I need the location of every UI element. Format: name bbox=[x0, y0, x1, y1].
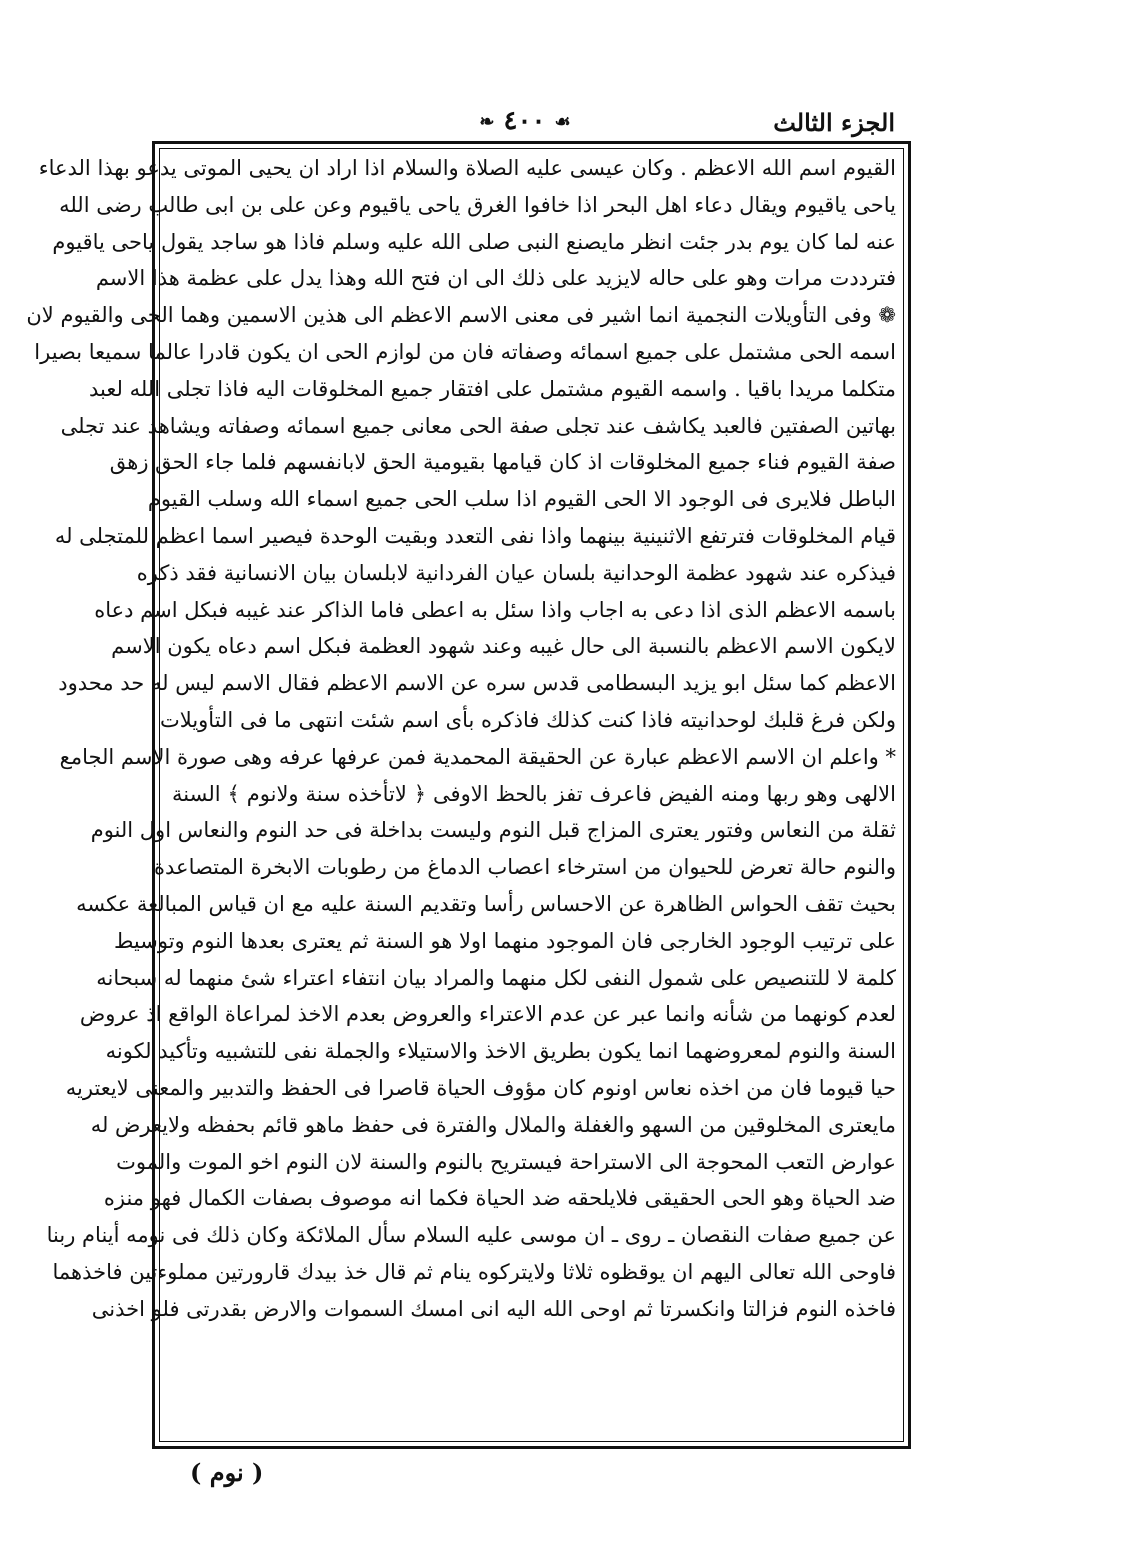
text-line: صفة القيوم فناء جميع المخلوقات اذ كان قيامها بقيومية الحق لابانفسهم فلما جاء الحق زهق bbox=[109, 450, 896, 475]
volume-label: الجزء الثالث bbox=[773, 108, 895, 137]
text-line: بهاتين الصفتين فالعبد يكاشف عند تجلى صفة الحى معانى جميع اسمائه وصفاته ويشاهد عند تجلى bbox=[60, 413, 896, 438]
text-line: لايكون الاسم الاعظم بالنسبة الى حال غيبه وعند شهود العظمة فبكل اسم دعاه يكون الاسم bbox=[111, 634, 896, 659]
text-line: ياحى ياقيوم ويقال دعاء اهل البحر اذا خافوا الغرق ياحى ياقيوم وعن على بن ابى طالب رضى الله bbox=[59, 192, 896, 217]
text-line: فيذكره عند شهود عظمة الوحدانية بلسان عيان الفردانية لابلسان بيان الانسانية فقد ذكره bbox=[136, 560, 896, 585]
ornament-right-icon: ☙ bbox=[554, 111, 571, 133]
text-line: فاخذه النوم فزالتا وانكسرتا ثم اوحى الله اليه انى امسك السموات والارض بقدرتى فلو اخذنى bbox=[91, 1296, 896, 1321]
text-line: ❁ وفى التأويلات النجمية انما اشير فى معنى الاسم الاعظم الى هذين الاسمين وهما الحى والقيوم لان bbox=[26, 303, 896, 328]
text-line: ضد الحياة وهو الحى الحقيقى فلايلحقه ضد الحياة فكما انه موصوف بصفات الكمال فهو منزه bbox=[103, 1186, 896, 1211]
main-text bbox=[26, 150, 896, 1440]
text-line: لعدم كونهما من شأنه وانما عبر عن عدم الاعتراء والعروض بعدم الاخذ لمراعاة الواقع اذ عروض bbox=[79, 1002, 896, 1027]
text-line: ولكن فرغ قلبك لوحدانيته فاذا كنت كذلك فاذكره بأى اسم شئت انتهى ما فى التأويلات bbox=[160, 707, 896, 732]
text-line: كلمة لا للتنصيص على شمول النفى لكل منهما والمراد بيان انتفاء اعتراء شئ منهما له سبحانه bbox=[96, 965, 896, 990]
text-line: فترددت مرات وهو على حاله لايزيد على ذلك الى ان فتح الله وهذا يدل على عظمة هذا الاسم bbox=[95, 266, 896, 291]
text-line: القيوم اسم الله الاعظم . وكان عيسى عليه الصلاة والسلام اذا اراد ان يحيى الموتى يدعو بهذا الدعاء bbox=[38, 156, 896, 180]
text-line: بحيث تقف الحواس الظاهرة عن الاحساس رأسا وتقديم السنة عليه مع ان قياس المبالغة عكسه bbox=[76, 891, 896, 916]
catchword: ( نوم ) bbox=[190, 1458, 264, 1487]
text-line: حيا قيوما فان من اخذه نعاس اونوم كان مؤوف الحياة قاصرا فى الحفظ والتدبير والمعنى لايعتريه bbox=[65, 1075, 896, 1100]
text-line: عنه لما كان يوم بدر جئت انظر مايصنع النبى صلى الله عليه وسلم فاذا هو ساجد يقول ياحى ياقيوم bbox=[52, 229, 896, 254]
text-line: الالهى وهو ربها ومنه الفيض فاعرف تفز بالحظ الاوفى ﴿ لاتأخذه سنة ولانوم ﴾ السنة bbox=[172, 781, 896, 806]
page-header bbox=[155, 100, 895, 144]
text-line: مايعترى المخلوقين من السهو والغفلة والملال والفترة فى حفظ ماهو قائم بحفظه ولايعرض له bbox=[90, 1112, 896, 1137]
text-line: الاعظم كما سئل ابو يزيد البسطامى قدس سره عن الاسم الاعظم فقال الاسم ليس له حد محدود bbox=[58, 671, 896, 696]
text-line: عن جميع صفات النقصان ـ روى ـ ان موسى عليه السلام سأل الملائكة وكان ذلك فى نومه أينام ربنا bbox=[46, 1223, 896, 1248]
text-line: على ترتيب الوجود الخارجى فان الموجود منهما اولا هو السنة ثم يعترى بعدها النوم وتوسيط bbox=[113, 928, 896, 953]
text-line: * واعلم ان الاسم الاعظم عبارة عن الحقيقة المحمدية فمن عرفها عرفه وهى صورة الاسم الجامع bbox=[59, 744, 896, 769]
text-line: السنة والنوم لمعروضهما انما يكون بطريق الاخذ والاستيلاء والجملة نفى للتشبيه وتأكيد لكونه bbox=[105, 1039, 896, 1064]
text-line: متكلما مريدا باقيا . واسمه القيوم مشتمل على افتقار جميع المخلوقات اليه فاذا تجلى الله لعبد bbox=[89, 376, 896, 401]
text-line: الباطل فلايرى فى الوجود الا الحى القيوم اذا سلب الحى جميع اسماء الله وسلب القيوم bbox=[147, 487, 896, 512]
text-line: اسمه الحى مشتمل على جميع اسمائه وصفاته فان من لوازم الحى ان يكون قادرا عالما سميعا بصيرا bbox=[34, 339, 896, 364]
text-line: فاوحى الله تعالى اليهم ان يوقظوه ثلاثا ولايتركوه ينام ثم قال خذ بيدك قارورتين مملوءتين فاخذهما bbox=[52, 1259, 896, 1284]
page-number-block bbox=[445, 106, 605, 136]
text-line: باسمه الاعظم الذى اذا دعى به اجاب واذا سئل به اعطى فاما الذاكر عند غيبه فبكل اسم دعاه bbox=[94, 597, 896, 622]
ornament-left-icon: ❧ bbox=[479, 111, 495, 133]
text-line: ثقلة من النعاس وفتور يعترى المزاج قبل النوم وليست بداخلة فى حد النوم والنعاس اول النوم bbox=[90, 818, 896, 843]
text-line: قيام المخلوقات فترتفع الاثنينية بينهما واذا نفى التعدد وبقيت الوحدة فيصير اسما اعظم للمتجلى له bbox=[54, 523, 896, 548]
text-line: والنوم حالة تعرض للحيوان من استرخاء اعصاب الدماغ من رطوبات الابخرة المتصاعدة bbox=[154, 855, 896, 880]
page-number: ٤٠٠ bbox=[503, 106, 546, 136]
text-line: عوارض التعب المحوجة الى الاستراحة فيستريح بالنوم والسنة لان النوم اخو الموت والموت bbox=[116, 1149, 896, 1174]
